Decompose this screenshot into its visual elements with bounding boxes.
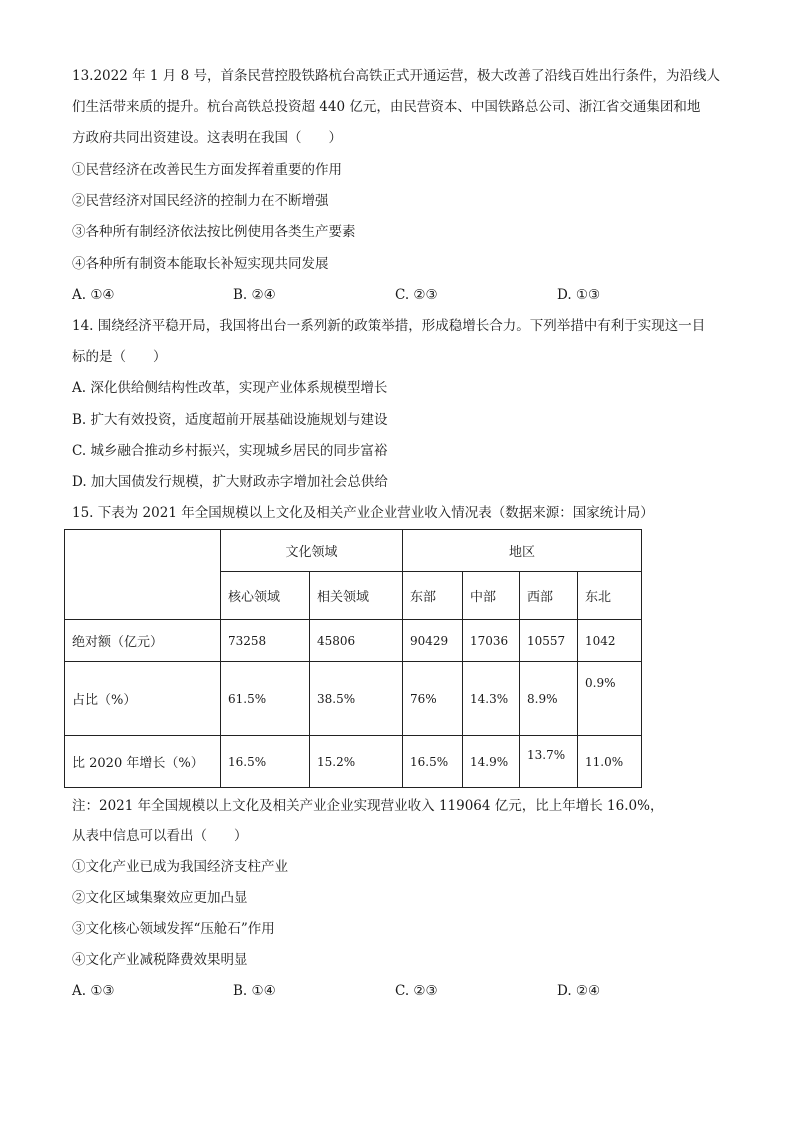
q13-stem-line-1: 13.2022 年 1 月 8 号，首条民营控股铁路杭台高铁正式开通运营，极大改善了沿线百姓出行条件，为沿线人 — [72, 68, 720, 84]
q15-stem: 15. 下表为 2021 年全国规模以上文化及相关产业企业营业收入情况表（数据来源：国家统计局） — [72, 505, 654, 521]
table-corner-cell — [65, 530, 221, 620]
table-cell: 76% — [403, 662, 463, 736]
table-row — [65, 662, 642, 736]
q13-item-1: ①民营经济在改善民生方面发挥着重要的作用 — [72, 162, 342, 178]
q14-option-d[interactable]: D. 加大国债发行规模，扩大财政赤字增加社会总供给 — [72, 474, 388, 490]
table-cell: 73258 — [221, 620, 310, 662]
table-row — [65, 620, 642, 662]
q14-stem-line-1: 14. 围绕经济平稳开局，我国将出台一系列新的政策举措，形成稳增长合力。下列举措中有利于实现这一目 — [72, 318, 706, 334]
table-subheader: 东北 — [578, 572, 642, 620]
table-cell: 10557 — [520, 620, 578, 662]
q15-option-b[interactable]: B. ①④ — [233, 983, 276, 999]
table-row — [65, 736, 642, 788]
table-cell: 38.5% — [310, 662, 403, 736]
q13-options — [72, 285, 672, 305]
table-subheader: 核心领域 — [221, 572, 310, 620]
table-cell: 61.5% — [221, 662, 310, 736]
table-cell: 16.5% — [403, 736, 463, 788]
table-cell: 45806 — [310, 620, 403, 662]
q14-option-c[interactable]: C. 城乡融合推动乡村振兴，实现城乡居民的同步富裕 — [72, 443, 388, 459]
table-cell: 17036 — [463, 620, 520, 662]
table-cell: 11.0% — [578, 736, 642, 788]
q15-item-1: ①文化产业已成为我国经济支柱产业 — [72, 859, 288, 875]
table-cell: 1042 — [578, 620, 642, 662]
table-subheader: 相关领域 — [310, 572, 403, 620]
q13-stem-line-3: 方政府共同出资建设。这表明在我国（ ） — [72, 130, 342, 146]
q15-item-3: ③文化核心领域发挥“压舱石”作用 — [72, 921, 275, 937]
table-subheader: 东部 — [403, 572, 463, 620]
table-cell: 14.9% — [463, 736, 520, 788]
table-cell: 8.9% — [520, 662, 578, 736]
q13-item-2: ②民营经济对国民经济的控制力在不断增强 — [72, 193, 329, 209]
table-subheader: 中部 — [463, 572, 520, 620]
q15-note: 注：2021 年全国规模以上文化及相关产业企业实现营业收入 119064 亿元，比上年增长 16.0%， — [72, 798, 664, 814]
table-cell: 14.3% — [463, 662, 520, 736]
q13-stem-line-2: 们生活带来质的提升。杭台高铁总投资超 440 亿元，由民营资本、中国铁路总公司、浙江省交通集团和地 — [72, 99, 701, 115]
q15-question: 从表中信息可以看出（ ） — [72, 828, 248, 844]
table-row-label: 绝对额（亿元） — [65, 620, 221, 662]
table-group-region: 地区 — [403, 530, 642, 572]
q13-item-4: ④各种所有制资本能取长补短实现共同发展 — [72, 256, 329, 272]
q13-option-c[interactable]: C. ②③ — [395, 287, 438, 303]
q15-options — [72, 981, 672, 1001]
q13-option-b[interactable]: B. ②④ — [233, 287, 276, 303]
q15-item-4: ④文化产业减税降费效果明显 — [72, 952, 248, 968]
table-cell: 15.2% — [310, 736, 403, 788]
q14-option-a[interactable]: A. 深化供给侧结构性改革，实现产业体系规模型增长 — [72, 380, 388, 396]
q15-option-a[interactable]: A. ①③ — [72, 983, 115, 999]
table-row-label: 比 2020 年增长（%） — [65, 736, 221, 788]
q13-option-d[interactable]: D. ①③ — [557, 287, 601, 303]
q14-stem-line-2: 标的是（ ） — [72, 349, 167, 365]
q15-item-2: ②文化区域集聚效应更加凸显 — [72, 890, 248, 906]
revenue-table — [64, 529, 642, 788]
table-cell: 0.9% — [578, 662, 642, 736]
q13-item-3: ③各种所有制经济依法按比例使用各类生产要素 — [72, 224, 356, 240]
table-group-culture: 文化领域 — [221, 530, 403, 572]
q13-option-a[interactable]: A. ①④ — [72, 287, 115, 303]
table-row-label: 占比（%） — [65, 662, 221, 736]
q14-option-b[interactable]: B. 扩大有效投资，适度超前开展基础设施规划与建设 — [72, 412, 388, 428]
table-subheader: 西部 — [520, 572, 578, 620]
q15-option-d[interactable]: D. ②④ — [557, 983, 601, 999]
table-cell: 90429 — [403, 620, 463, 662]
table-cell: 16.5% — [221, 736, 310, 788]
q15-option-c[interactable]: C. ②③ — [395, 983, 438, 999]
table-cell: 13.7% — [520, 736, 578, 788]
